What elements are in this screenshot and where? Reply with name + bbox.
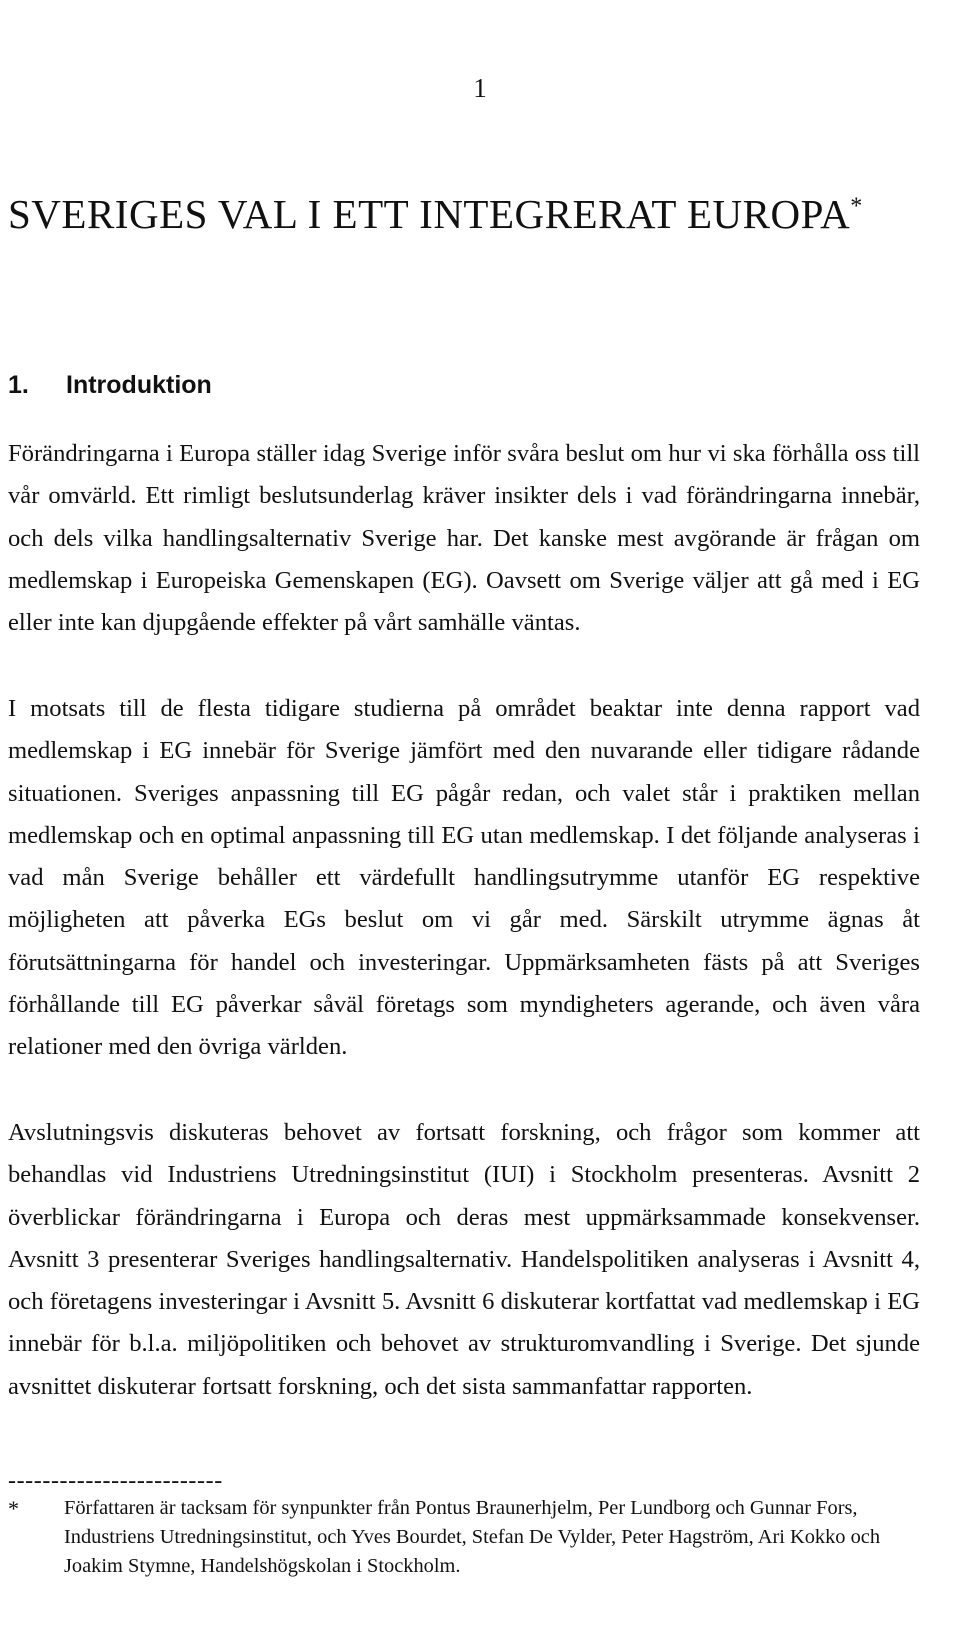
document-title-text: SVERIGES VAL I ETT INTEGRERAT EUROPA <box>8 191 851 237</box>
footnote-marker: * <box>8 1496 19 1521</box>
footnote-separator: ------------------------- <box>8 1468 223 1494</box>
footnote-text: Författaren är tacksam för synpunkter från Pontus Braunerhjelm, Per Lundborg och Gunnar Fors, Industriens Utredningsinstitut, och Yves Bourdet, Stefan De Vylder, Peter Hagström, Ari Kokko och Joakim Stymne, Handelshögskolan i Stockholm. <box>64 1497 881 1577</box>
page-number: 1 <box>473 73 487 103</box>
title-footnote-marker: * <box>850 193 863 220</box>
section-heading <box>8 367 212 403</box>
paragraph-2: I motsats till de flesta tidigare studierna på området beaktar inte denna rapport vad medlemskap i EG innebär för Sverige jämfört med den nuvarande eller tidigare rådande situationen. Sveriges anpassning till EG pågår redan, och valet står i praktiken mellan medlemskap och en optimal anpassning till EG utan medlemskap. I det följande analyseras i vad mån Sverige behåller ett värdefullt handlingsutrymme utanför EG respektive möjligheten att påverka EGs beslut om vi går med. Särskilt utrymme ägnas åt förutsättningarna för handel och investeringar. Uppmärksamheten fästs på att Sveriges förhållande till EG påverkar såväl företags som myndigheters agerande, och även våra relationer med den övriga världen. <box>8 695 920 1061</box>
section-number: 1. <box>8 371 29 399</box>
section-title: Introduktion <box>66 371 212 399</box>
paragraph-3: Avslutningsvis diskuteras behovet av fortsatt forskning, och frågor som kommer att behandlas vid Industriens Utredningsinstitut (IUI) i Stockholm presenteras. Avsnitt 2 överblickar förändringarna i Europa och deras mest uppmärksammade konsekvenser. Avsnitt 3 presenterar Sveriges handlingsalternativ. Handelspolitiken analyseras i Avsnitt 4, och företagens investeringar i Avsnitt 5. Avsnitt 6 diskuterar kortfattat vad medlemskap i EG innebär för b.l.a. miljöpolitiken och behovet av strukturomvandling i Sverige. Det sjunde avsnittet diskuterar fortsatt forskning, och det sista sammanfattar rapporten. <box>8 1119 920 1400</box>
document-title <box>8 186 948 242</box>
footnote <box>8 1494 920 1581</box>
paragraph-1: Förändringarna i Europa ställer idag Sverige inför svåra beslut om hur vi ska förhålla oss till vår omvärld. Ett rimligt beslutsunderlag kräver insikter dels i vad förändringarna innebär, och dels vilka handlingsalternativ Sverige har. Det kanske mest avgörande är frågan om medlemskap i Europeiska Gemenskapen (EG). Oavsett om Sverige väljer att gå med i EG eller inte kan djupgående effekter på vårt samhälle väntas. <box>8 440 920 637</box>
